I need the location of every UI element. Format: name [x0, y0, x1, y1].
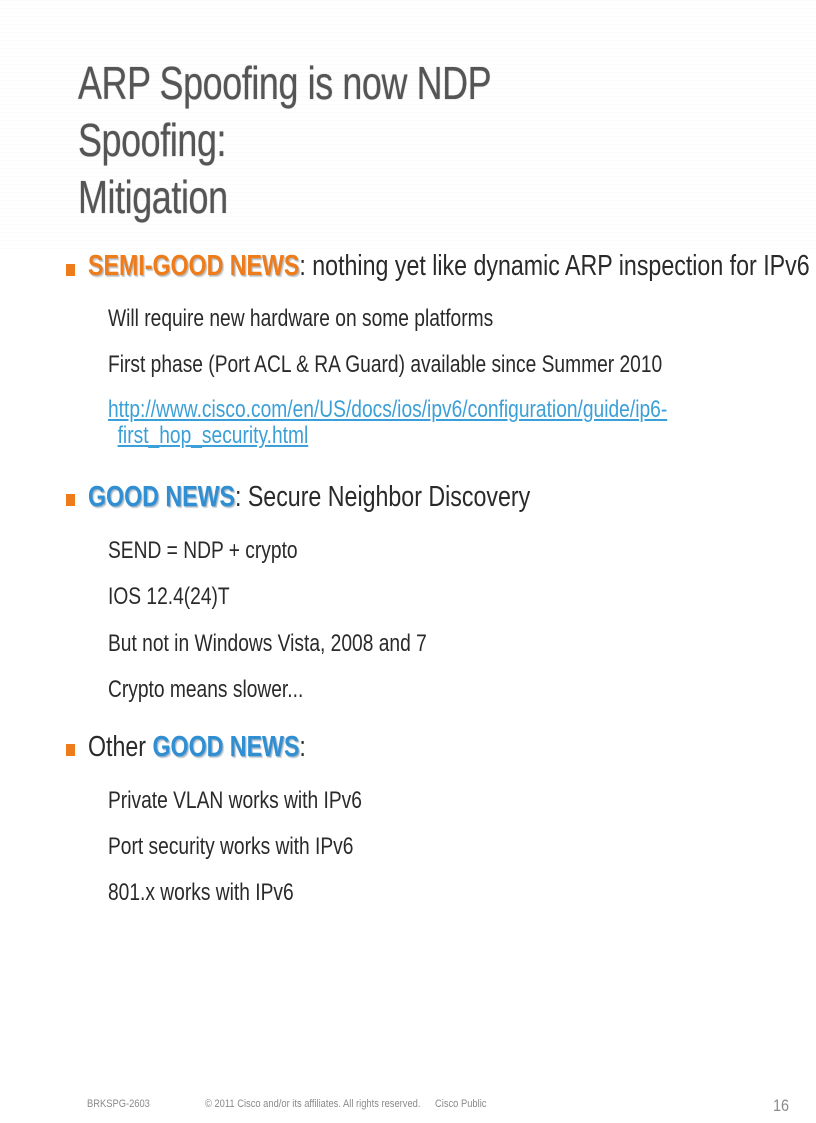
link-line-1[interactable]: http://www.cisco.com/en/US/docs/ios/ipv6/configuration/guide/ip6- — [108, 396, 668, 423]
bullet-3-sub-3: 801.x works with IPv6 — [108, 879, 294, 906]
bullet-2-sub-3: But not in Windows Vista, 2008 and 7 — [108, 630, 427, 657]
footer-session-id: BRKSPG-2603 — [87, 1098, 150, 1110]
bullet-2-sub-2: IOS 12.4(24)T — [108, 583, 230, 610]
bullet-marker-2 — [66, 494, 75, 506]
link-line-2[interactable]: first_hop_security.html — [117, 422, 309, 449]
bullet-1-text: : nothing yet like dynamic ARP inspection for IPv6 — [299, 250, 810, 282]
bullet-3-sub-1: Private VLAN works with IPv6 — [108, 787, 362, 814]
bullet-2-sub-4: Crypto means slower... — [108, 676, 304, 703]
bullet-3 — [88, 731, 306, 764]
footer-classification: Cisco Public — [435, 1098, 487, 1110]
bullet-2 — [88, 481, 530, 514]
title-line-1: ARP Spoofing is now NDP Spoofing: — [78, 57, 491, 166]
bullet-marker-1 — [66, 264, 75, 276]
bullet-3-text: : — [299, 731, 306, 763]
bullet-2-sub-1: SEND = NDP + crypto — [108, 537, 298, 564]
bullet-marker-3 — [66, 744, 75, 756]
bullet-3-prefix: Other — [88, 731, 153, 763]
footer-copyright: © 2011 Cisco and/or its affiliates. All rights reserved. — [205, 1098, 421, 1110]
page-number: 16 — [773, 1096, 790, 1115]
bullet-1-sub-2: First phase (Port ACL & RA Guard) available since Summer 2010 — [108, 351, 663, 378]
good-news-highlight: GOOD NEWS — [88, 481, 235, 513]
bullet-3-sub-2: Port security works with IPv6 — [108, 833, 354, 860]
bullet-1 — [88, 250, 810, 283]
cisco-docs-link[interactable] — [108, 397, 667, 449]
other-good-news-highlight: GOOD NEWS — [152, 731, 300, 763]
bullet-2-text: : Secure Neighbor Discovery — [234, 481, 531, 513]
slide-title — [78, 55, 624, 226]
semi-good-news-highlight: SEMI-GOOD NEWS — [88, 250, 300, 282]
bullet-1-sub-1: Will require new hardware on some platforms — [108, 305, 494, 332]
title-line-2: Mitigation — [78, 171, 228, 223]
